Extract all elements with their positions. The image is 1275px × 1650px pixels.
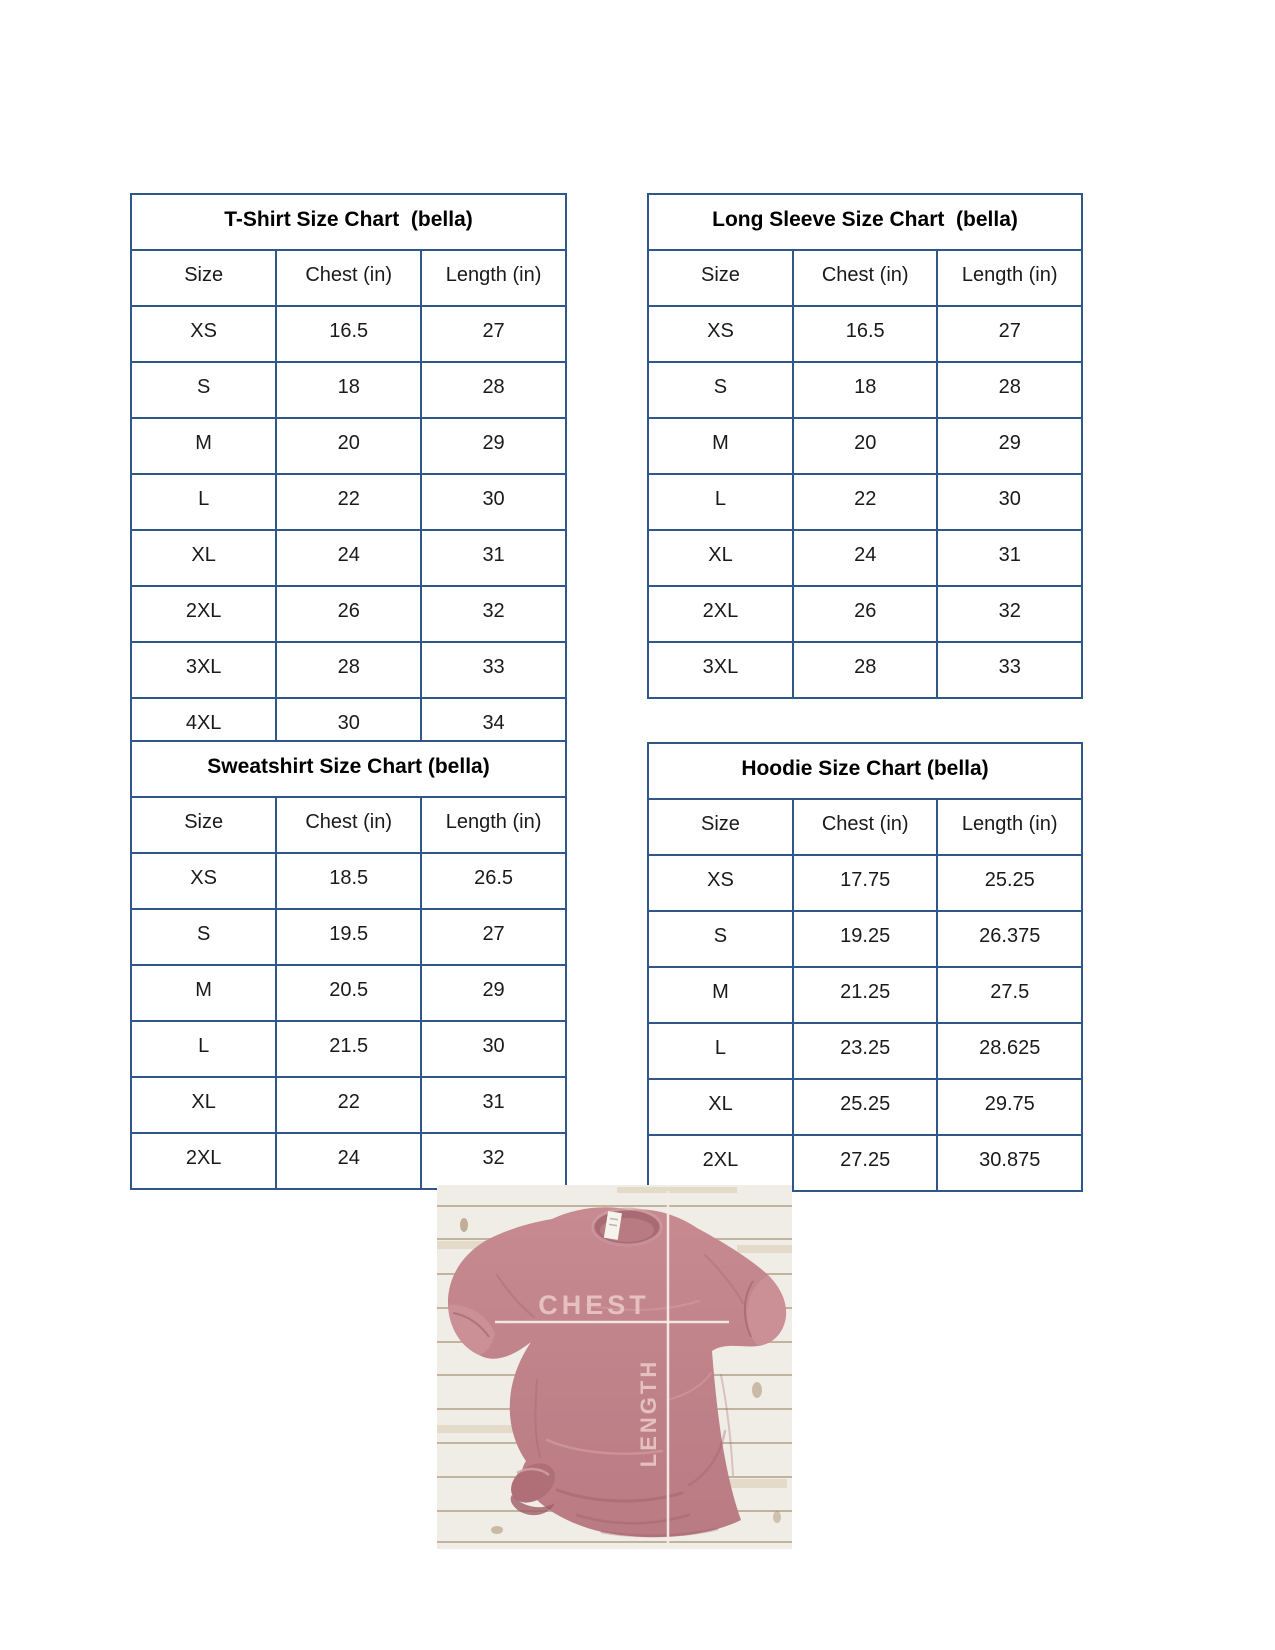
- chest-cell: 20.5: [276, 965, 421, 1021]
- length-cell: 27.5: [937, 967, 1082, 1023]
- table-row: [131, 1133, 566, 1189]
- table-title-row: [131, 194, 566, 250]
- size-cell: S: [648, 362, 793, 418]
- table-row: [131, 853, 566, 909]
- size-cell: L: [131, 1021, 276, 1077]
- table-row: [648, 967, 1082, 1023]
- col-header-length: Length (in): [421, 797, 566, 853]
- chest-cell: 20: [276, 418, 421, 474]
- size-cell: 2XL: [648, 586, 793, 642]
- table-row: [648, 362, 1082, 418]
- length-cell: 30.875: [937, 1135, 1082, 1191]
- chest-cell: 18.5: [276, 853, 421, 909]
- chest-cell: 28: [793, 642, 938, 698]
- length-cell: 25.25: [937, 855, 1082, 911]
- table-row: [131, 306, 566, 362]
- length-cell: 31: [937, 530, 1082, 586]
- chest-cell: 24: [793, 530, 938, 586]
- length-cell: 27: [937, 306, 1082, 362]
- size-cell: 2XL: [648, 1135, 793, 1191]
- length-cell: 27: [421, 306, 566, 362]
- size-cell: XL: [131, 1077, 276, 1133]
- size-cell: S: [131, 362, 276, 418]
- col-header-chest: Chest (in): [276, 250, 421, 306]
- size-cell: 3XL: [648, 642, 793, 698]
- chest-cell: 22: [276, 1077, 421, 1133]
- size-cell: M: [131, 418, 276, 474]
- table-header-row: [131, 250, 566, 306]
- chest-cell: 27.25: [793, 1135, 938, 1191]
- table-row: [648, 855, 1082, 911]
- size-cell: XL: [131, 530, 276, 586]
- table-row: [648, 306, 1082, 362]
- table-row: [648, 418, 1082, 474]
- table-row: [648, 1023, 1082, 1079]
- size-cell: L: [131, 474, 276, 530]
- chest-cell: 19.25: [793, 911, 938, 967]
- chest-cell: 16.5: [793, 306, 938, 362]
- size-cell: L: [648, 1023, 793, 1079]
- length-cell: 28: [937, 362, 1082, 418]
- chest-cell: 16.5: [276, 306, 421, 362]
- col-header-chest: Chest (in): [793, 250, 938, 306]
- chest-cell: 24: [276, 1133, 421, 1189]
- table-header-row: [648, 250, 1082, 306]
- size-cell: M: [131, 965, 276, 1021]
- table-row: [648, 1135, 1082, 1191]
- length-cell: 32: [421, 586, 566, 642]
- chest-cell: 20: [793, 418, 938, 474]
- chest-cell: 23.25: [793, 1023, 938, 1079]
- length-cell: 31: [421, 530, 566, 586]
- size-cell: 4XL: [131, 698, 276, 754]
- col-header-size: Size: [648, 250, 793, 306]
- size-cell: XS: [648, 306, 793, 362]
- col-header-length: Length (in): [937, 250, 1082, 306]
- tshirt-measure-mockup: [437, 1185, 792, 1549]
- sweatshirt-size-table: [130, 740, 567, 1190]
- size-cell: M: [648, 967, 793, 1023]
- table-header-row: [648, 799, 1082, 855]
- length-cell: 33: [421, 642, 566, 698]
- length-cell: 29: [937, 418, 1082, 474]
- chest-cell: 17.75: [793, 855, 938, 911]
- longsleeve-size-table: [647, 193, 1083, 699]
- table-row: [131, 1021, 566, 1077]
- table-row: [131, 474, 566, 530]
- length-cell: 27: [421, 909, 566, 965]
- product-photo: [437, 1185, 792, 1549]
- table-row: [648, 642, 1082, 698]
- length-cell: 29: [421, 965, 566, 1021]
- col-header-length: Length (in): [421, 250, 566, 306]
- col-header-chest: Chest (in): [276, 797, 421, 853]
- table-row: [648, 530, 1082, 586]
- col-header-size: Size: [131, 250, 276, 306]
- table-row: [648, 911, 1082, 967]
- size-cell: 2XL: [131, 1133, 276, 1189]
- length-cell: 29: [421, 418, 566, 474]
- length-cell: 30: [421, 1021, 566, 1077]
- table-row: [131, 530, 566, 586]
- chest-cell: 28: [276, 642, 421, 698]
- chest-cell: 26: [793, 586, 938, 642]
- length-cell: 31: [421, 1077, 566, 1133]
- table-row: [131, 965, 566, 1021]
- chest-label: CHEST: [538, 1290, 650, 1320]
- chest-cell: 21.5: [276, 1021, 421, 1077]
- size-cell: XL: [648, 1079, 793, 1135]
- table-row: [131, 909, 566, 965]
- size-cell: XL: [648, 530, 793, 586]
- table-title: T-Shirt Size Chart (bella): [131, 194, 566, 250]
- table-title-row: [131, 741, 566, 797]
- chest-cell: 22: [793, 474, 938, 530]
- table-title: Sweatshirt Size Chart (bella): [131, 741, 566, 797]
- table-row: [648, 474, 1082, 530]
- chest-cell: 21.25: [793, 967, 938, 1023]
- size-cell: 2XL: [131, 586, 276, 642]
- col-header-length: Length (in): [937, 799, 1082, 855]
- table-row: [131, 362, 566, 418]
- length-label: LENGTH: [636, 1358, 661, 1468]
- col-header-size: Size: [648, 799, 793, 855]
- chest-cell: 22: [276, 474, 421, 530]
- size-cell: XS: [131, 853, 276, 909]
- size-cell: XS: [131, 306, 276, 362]
- length-cell: 26.375: [937, 911, 1082, 967]
- length-cell: 30: [937, 474, 1082, 530]
- length-cell: 28.625: [937, 1023, 1082, 1079]
- table-title-row: [648, 743, 1082, 799]
- table-row: [131, 1077, 566, 1133]
- collar: [593, 1209, 661, 1246]
- length-cell: 34: [421, 698, 566, 754]
- chest-cell: 26: [276, 586, 421, 642]
- col-header-size: Size: [131, 797, 276, 853]
- length-cell: 32: [421, 1133, 566, 1189]
- size-cell: 3XL: [131, 642, 276, 698]
- hoodie-size-table: [647, 742, 1083, 1192]
- table-title: Hoodie Size Chart (bella): [648, 743, 1082, 799]
- size-cell: S: [131, 909, 276, 965]
- col-header-chest: Chest (in): [793, 799, 938, 855]
- table-row: [648, 1079, 1082, 1135]
- table-row: [131, 642, 566, 698]
- table-row: [648, 586, 1082, 642]
- table-row: [131, 418, 566, 474]
- chest-cell: 30: [276, 698, 421, 754]
- size-cell: S: [648, 911, 793, 967]
- length-cell: 33: [937, 642, 1082, 698]
- length-cell: 29.75: [937, 1079, 1082, 1135]
- length-cell: 32: [937, 586, 1082, 642]
- chest-cell: 18: [276, 362, 421, 418]
- table-header-row: [131, 797, 566, 853]
- table-title: Long Sleeve Size Chart (bella): [648, 194, 1082, 250]
- tshirt-size-table: [130, 193, 567, 755]
- table-row: [131, 586, 566, 642]
- length-cell: 26.5: [421, 853, 566, 909]
- size-cell: M: [648, 418, 793, 474]
- length-cell: 30: [421, 474, 566, 530]
- chest-cell: 24: [276, 530, 421, 586]
- table-title-row: [648, 194, 1082, 250]
- size-cell: XS: [648, 855, 793, 911]
- length-cell: 28: [421, 362, 566, 418]
- chest-cell: 19.5: [276, 909, 421, 965]
- size-cell: L: [648, 474, 793, 530]
- chest-cell: 18: [793, 362, 938, 418]
- chest-cell: 25.25: [793, 1079, 938, 1135]
